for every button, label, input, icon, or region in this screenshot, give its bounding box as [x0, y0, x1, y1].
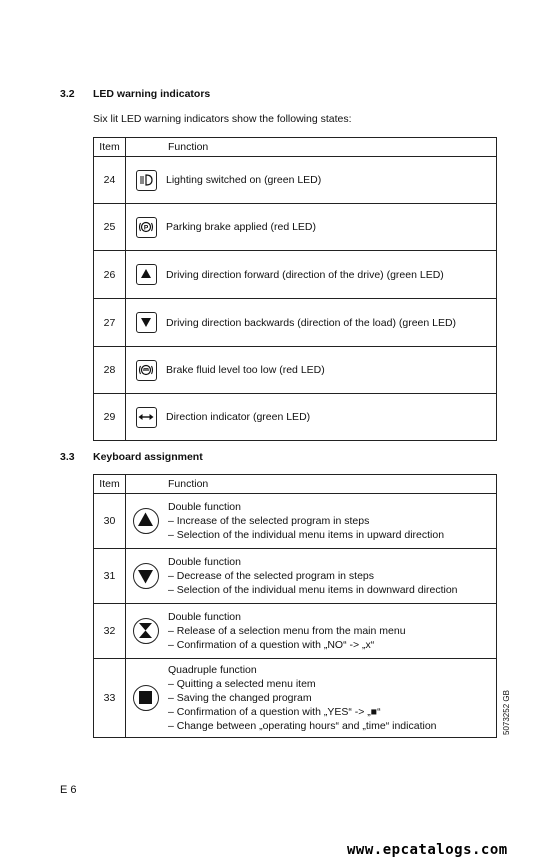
item-number: 28	[94, 347, 126, 394]
function-text: Direction indicator (green LED)	[166, 394, 497, 441]
parking-brake-icon	[136, 217, 157, 238]
table-row	[94, 394, 497, 441]
function-title: Double function	[168, 556, 241, 568]
table-row	[94, 347, 497, 394]
key-down-icon	[133, 563, 159, 589]
document-number: 5073252 GB	[502, 690, 511, 735]
function-title: Double function	[168, 611, 241, 623]
function-line: – Selection of the individual menu items in downward direction	[168, 584, 458, 596]
table-row	[94, 251, 497, 299]
function-line: – Change between „operating hours“ and „time“ indication	[168, 720, 437, 732]
item-number: 29	[94, 394, 126, 441]
item-number: 24	[94, 157, 126, 204]
item-number: 25	[94, 204, 126, 251]
function-text: Driving direction backwards (direction of the load) (green LED)	[166, 299, 497, 347]
function-text: Lighting switched on (green LED)	[166, 157, 497, 204]
arrow-up-icon	[136, 264, 157, 285]
key-up-icon	[133, 508, 159, 534]
header-item: Item	[94, 475, 126, 494]
brake-fluid-icon	[136, 360, 157, 381]
function-line: – Increase of the selected program in steps	[168, 515, 370, 527]
item-number: 27	[94, 299, 126, 347]
function-title: Quadruple function	[168, 664, 257, 676]
function-line: – Confirmation of a question with „YES“ -> „■“	[168, 706, 381, 718]
watermark-link[interactable]: www.epcatalogs.com	[347, 842, 508, 858]
item-number: 26	[94, 251, 126, 299]
function-line: – Selection of the individual menu items in upward direction	[168, 529, 445, 541]
function-line: – Quitting a selected menu item	[168, 678, 316, 690]
table-row	[94, 299, 497, 347]
function-line: – Decrease of the selected program in steps	[168, 570, 375, 582]
header-function: Function	[126, 138, 497, 157]
item-number: 33	[94, 659, 126, 738]
function-text: Brake fluid level too low (red LED)	[166, 347, 497, 394]
table-row	[94, 659, 497, 738]
key-hourglass-icon	[133, 618, 159, 644]
table-row	[94, 604, 497, 659]
function-line: – Release of a selection menu from the main menu	[168, 625, 406, 637]
item-number: 32	[94, 604, 126, 659]
section-title: LED warning indicators	[93, 88, 211, 100]
function-line: – Confirmation of a question with „NO“ -> „x“	[168, 639, 375, 651]
table-row	[94, 204, 497, 251]
section-title: Keyboard assignment	[93, 451, 203, 463]
function-text: Parking brake applied (red LED)	[166, 204, 497, 251]
header-item: Item	[94, 138, 126, 157]
function-title: Double function	[168, 501, 241, 513]
section-number: 3.2	[60, 88, 75, 100]
function-text: Driving direction forward (direction of the drive) (green LED)	[166, 251, 497, 299]
section-number: 3.3	[60, 451, 75, 463]
direction-indicator-icon	[136, 407, 157, 428]
led-indicator-table	[93, 137, 497, 441]
page-number: E 6	[60, 784, 77, 796]
keyboard-table	[93, 474, 497, 738]
table-row	[94, 157, 497, 204]
table-row	[94, 494, 497, 549]
table-row	[94, 549, 497, 604]
arrow-down-icon	[136, 312, 157, 333]
item-number: 31	[94, 549, 126, 604]
table-header-row	[94, 138, 497, 157]
section-intro: Six lit LED warning indicators show the following states:	[93, 113, 352, 125]
svg-text:P: P	[143, 224, 148, 231]
function-line: – Saving the changed program	[168, 692, 312, 704]
key-square-icon	[133, 685, 159, 711]
lighting-icon	[136, 170, 157, 191]
header-function: Function	[126, 475, 497, 494]
table-header-row	[94, 475, 497, 494]
item-number: 30	[94, 494, 126, 549]
